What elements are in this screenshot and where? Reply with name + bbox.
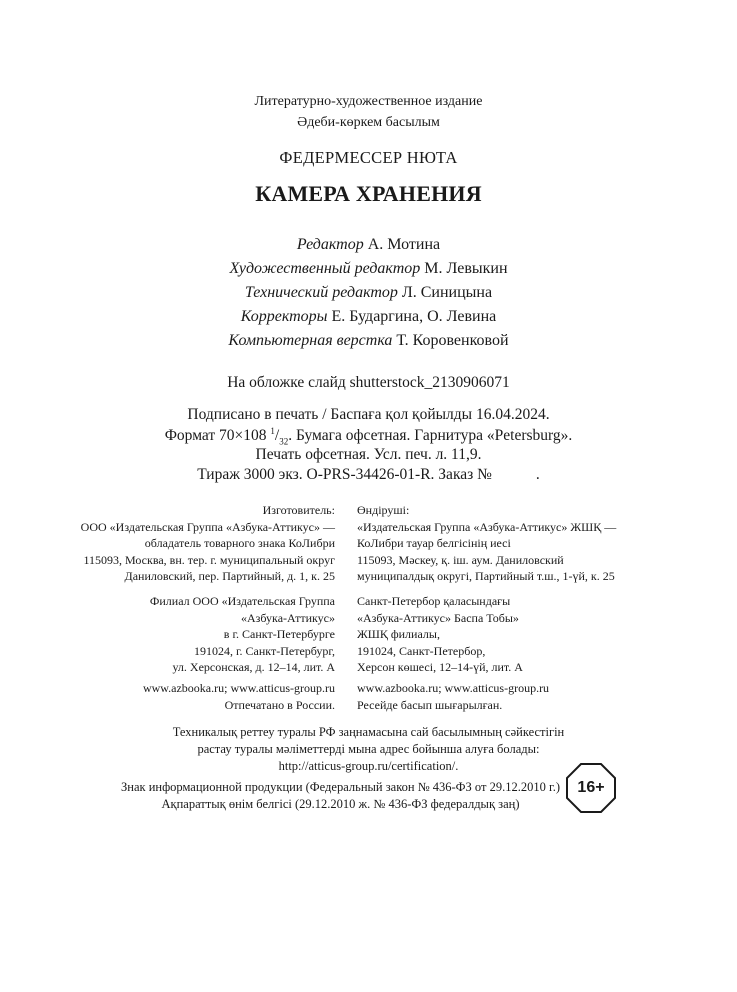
- manufacturer-kz-line: КоЛибри тауар белгісінің иесі: [357, 536, 511, 550]
- author-name: ФЕДЕРМЕССЕР НЮТА: [279, 148, 458, 167]
- print-method: Печать офсетная. Усл. печ. л. 11,9.: [255, 446, 482, 463]
- format-text: Формат 70×108: [164, 427, 271, 445]
- branch-ru: [150, 593, 335, 676]
- branch-ru-line: ул. Херсонская, д. 12–14, лит. А: [172, 660, 335, 674]
- credit-name: Т. Коровенковой: [392, 332, 509, 349]
- branch-ru-line: Филиал ООО «Издательская Группа: [149, 594, 335, 608]
- print-run: [0, 466, 737, 484]
- credit-name: Л. Синицына: [397, 284, 493, 301]
- info-sign-kz: Ақпараттық өнім белгісі (29.12.2010 ж. № 436-ФЗ федералдық заң): [161, 797, 520, 811]
- web-kz: [357, 680, 549, 713]
- credit-art-editor: [0, 260, 737, 278]
- format-sup: 1: [270, 426, 275, 436]
- edition-type-kz: Әдеби-көркем басылым: [297, 115, 440, 130]
- credit-role: Корректоры: [240, 308, 328, 325]
- format-text-2: . Бумага офсетная. Гарнитура «Petersburg».: [288, 427, 573, 445]
- credit-role: Технический редактор: [244, 284, 398, 301]
- manufacturer-ru-line: ООО «Издательская Группа «Азбука-Аттикус» —: [80, 519, 335, 534]
- age-rating-badge: 16+: [577, 779, 605, 796]
- manufacturer-ru-line: 115093, Москва, вн. тер. г. муниципальный округ: [83, 552, 335, 567]
- manufacturer-ru: [81, 502, 335, 585]
- credit-name: М. Левыкин: [420, 260, 508, 277]
- manufacturer-kz: [357, 502, 616, 585]
- edition-type-ru: Литературно-художественное издание: [254, 94, 483, 109]
- manufacturer-kz-line: 115093, Мәскеу, қ. іш. аум. Даниловский: [357, 552, 564, 567]
- printed-in-kz: Ресейде басып шығарылған.: [357, 697, 503, 712]
- credit-layout: [0, 332, 737, 350]
- credit-role: Редактор: [296, 236, 364, 253]
- branch-kz-line: «Азбука-Аттикус» Баспа Тобы»: [357, 610, 519, 625]
- branch-ru-line: 191024, г. Санкт-Петербург,: [193, 643, 335, 658]
- credit-name: Е. Бударгина, О. Левина: [327, 308, 497, 325]
- certification-line: Техникалық реттеу туралы РФ заңнамасына сай басылымның сәйкестігін: [172, 725, 565, 739]
- credit-editor: [0, 236, 737, 254]
- print-format: [0, 426, 737, 446]
- run-end: .: [535, 466, 540, 483]
- credit-name: А. Мотина: [363, 236, 441, 253]
- format-slash: /: [274, 427, 280, 445]
- credit-tech-editor: [0, 284, 737, 302]
- run-text: Тираж 3000 экз. O-PRS-34426-01-R. Заказ №: [197, 466, 492, 483]
- web-links-kz: www.azbooka.ru; www.atticus-group.ru: [357, 681, 550, 695]
- manufacturer-kz-line: Өндіруші:: [357, 503, 410, 517]
- credit-proofreaders: [0, 308, 737, 326]
- certification-line: растау туралы мәліметтерді мына адрес бойынша алуға болады:: [197, 742, 540, 756]
- branch-ru-line: в г. Санкт-Петербурге: [223, 627, 335, 641]
- credit-role: Художественный редактор: [229, 260, 421, 277]
- manufacturer-ru-line: Даниловский, пер. Партийный, д. 1, к. 25: [124, 569, 335, 583]
- info-sign-ru: Знак информационной продукции (Федеральный закон № 436-ФЗ от 29.12.2010 г.): [121, 780, 560, 794]
- branch-kz: [357, 593, 523, 676]
- branch-ru-line: «Азбука-Аттикус»: [241, 610, 335, 625]
- certification-url: http://atticus-group.ru/certification/.: [278, 759, 459, 773]
- branch-kz-line: Херсон көшесі, 12–14-үй, лит. А: [357, 660, 523, 674]
- manufacturer-ru-line: Изготовитель:: [262, 503, 335, 517]
- web-ru: [143, 680, 335, 713]
- web-links-ru: www.azbooka.ru; www.atticus-group.ru: [142, 681, 335, 695]
- branch-kz-line: ЖШҚ филиалы,: [357, 627, 440, 641]
- manufacturer-ru-line: обладатель товарного знака КоЛибри: [144, 536, 335, 550]
- book-title: КАМЕРА ХРАНЕНИЯ: [255, 181, 482, 206]
- format-sub: 32: [279, 436, 289, 447]
- cover-note: На обложке слайд shutterstock_2130906071: [227, 374, 510, 391]
- printed-in-ru: Отпечатано в России.: [224, 697, 335, 712]
- credit-role: Компьютерная верстка: [228, 332, 393, 349]
- print-signed: Подписано в печать / Баспаға қол қойылды 16.04.2024.: [187, 406, 550, 423]
- manufacturer-kz-line: муниципалдық округі, Партийный т.ш., 1-үй, к. 25: [357, 569, 615, 583]
- branch-kz-line: 191024, Санкт-Петербор,: [357, 643, 486, 658]
- branch-kz-line: Санкт-Петербор қаласындағы: [357, 594, 511, 608]
- manufacturer-kz-line: «Издательская Группа «Азбука-Аттикус» ЖШҚ —: [357, 519, 617, 534]
